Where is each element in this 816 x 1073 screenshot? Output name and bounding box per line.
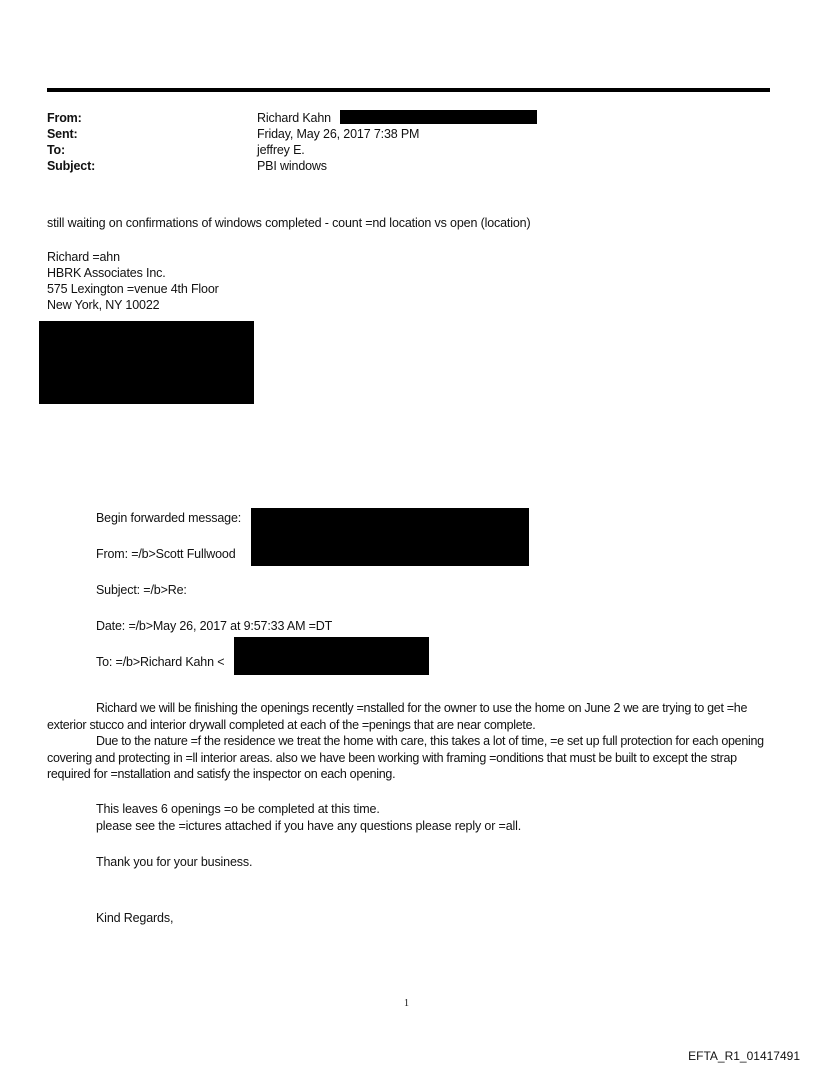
- sent-label: Sent:: [47, 127, 78, 141]
- leaves-line: This leaves 6 openings =o be completed at this time.: [96, 802, 380, 816]
- forward-body: [47, 700, 767, 783]
- sent-value: Friday, May 26, 2017 7:38 PM: [257, 127, 420, 141]
- subject-label: Subject:: [47, 159, 96, 173]
- forward-date: Date: =/b>May 26, 2017 at 9:57:33 AM =DT: [96, 619, 333, 633]
- page-number: 1: [404, 998, 409, 1009]
- signature-line: HBRK Associates Inc.: [47, 266, 166, 280]
- regards-line: Kind Regards,: [96, 911, 174, 925]
- redaction: [39, 321, 254, 404]
- signature-line: Richard =ahn: [47, 250, 120, 264]
- document-id: EFTA_R1_01417491: [688, 1049, 800, 1063]
- header-rule: [47, 88, 770, 92]
- forward-intro: Begin forwarded message:: [96, 511, 242, 525]
- from-label: From:: [47, 111, 82, 125]
- paragraph: Due to the nature =f the residence we treat the home with care, this takes a lot of time, =e set up full protection for each opening covering and protecting in =ll interior areas. also we have been working with framing =onditions that must be built to except the strap required for =nstallation and satisfy the inspector on each opening.: [47, 734, 764, 781]
- pictures-line: please see the =ictures attached if you have any questions please reply or =all.: [96, 819, 522, 833]
- body-line: still waiting on confirmations of windows completed - count =nd location vs open (location): [47, 216, 531, 230]
- subject-value: PBI windows: [257, 159, 327, 173]
- signature-line: 575 Lexington =venue 4th Floor: [47, 282, 219, 296]
- forward-subject: Subject: =/b>Re:: [96, 583, 187, 597]
- paragraph: Richard we will be finishing the openings recently =nstalled for the owner to use the home on June 2 we are trying to get =he exterior stucco and interior drywall completed at each of the =penings that are near complete.: [47, 701, 748, 732]
- thanks-line: Thank you for your business.: [96, 855, 253, 869]
- redaction: [340, 110, 537, 124]
- forward-to: To: =/b>Richard Kahn <: [96, 655, 225, 669]
- from-value: Richard Kahn: [257, 111, 331, 125]
- redaction: [251, 508, 529, 566]
- to-label: To:: [47, 143, 66, 157]
- forward-from: From: =/b>Scott Fullwood: [96, 547, 236, 561]
- redaction: [234, 637, 429, 675]
- to-value: jeffrey E.: [257, 143, 305, 157]
- signature-line: New York, NY 10022: [47, 298, 160, 312]
